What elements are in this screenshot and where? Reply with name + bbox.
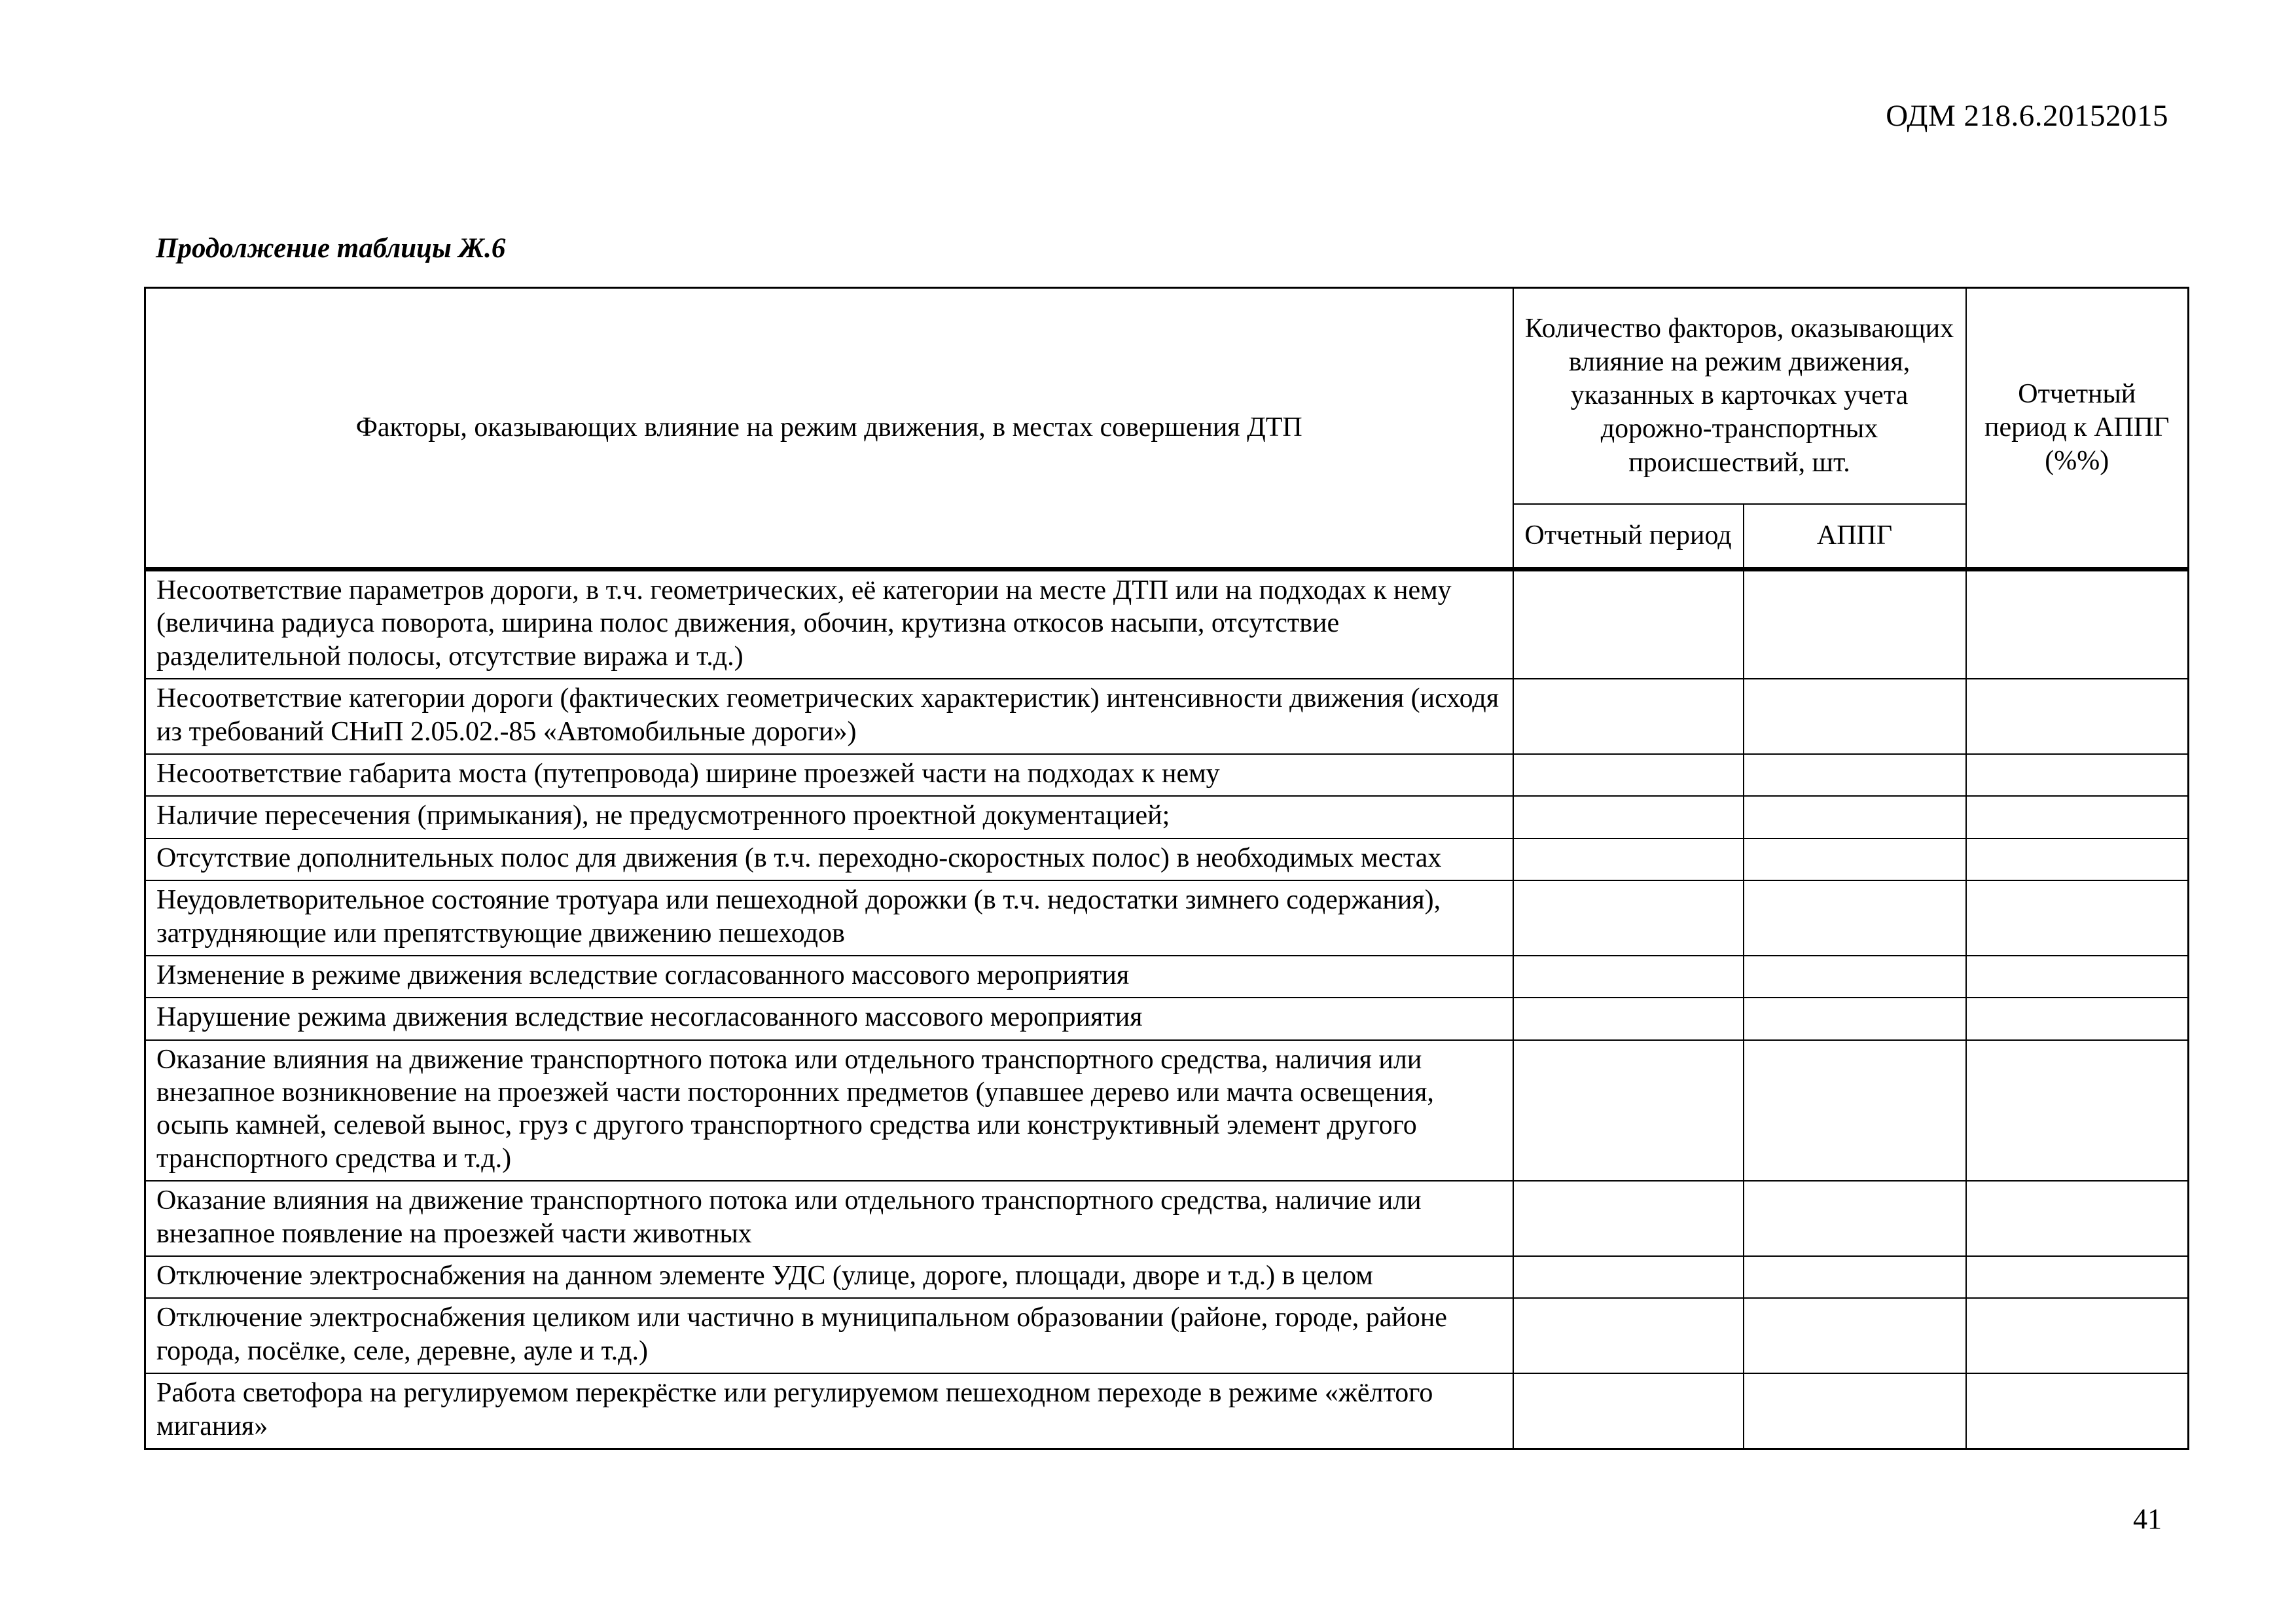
report-period-cell bbox=[1513, 1298, 1744, 1373]
table-row bbox=[145, 998, 2189, 1039]
factor-cell: Неудовлетворительное состояние тротуара или пешеходной дорожки (в т.ч. недостатки зимнего содержания), затрудняющие или препятствующие движению пешеходов bbox=[145, 880, 1513, 956]
factor-cell: Несоответствие габарита моста (путепровода) ширине проезжей части на подходах к нему bbox=[145, 754, 1513, 796]
appg-cell bbox=[1744, 1373, 1966, 1449]
table-row bbox=[145, 1298, 2189, 1373]
ratio-cell bbox=[1966, 1256, 2189, 1298]
column-header-count-group: Количество факторов, оказывающих влияние на режим движения, указанных в карточках учета дорожно-транспортных происшествий, шт. bbox=[1513, 288, 1966, 504]
report-period-cell bbox=[1513, 998, 1744, 1039]
factor-cell: Отключение электроснабжения целиком или частично в муниципальном образовании (районе, городе, районе города, посёлке, селе, деревне, ауле и т.д.) bbox=[145, 1298, 1513, 1373]
table-row bbox=[145, 569, 2189, 679]
table-row bbox=[145, 839, 2189, 880]
factors-table-container bbox=[144, 287, 2189, 1450]
header-row-group bbox=[145, 288, 2189, 504]
table-body bbox=[145, 569, 2189, 1449]
factor-cell: Изменение в режиме движения вследствие согласованного массового мероприятия bbox=[145, 956, 1513, 998]
report-period-cell bbox=[1513, 569, 1744, 679]
report-period-cell bbox=[1513, 956, 1744, 998]
appg-cell bbox=[1744, 1040, 1966, 1182]
ratio-cell bbox=[1966, 1373, 2189, 1449]
appg-cell bbox=[1744, 754, 1966, 796]
report-period-cell bbox=[1513, 1373, 1744, 1449]
table-row bbox=[145, 679, 2189, 754]
ratio-cell bbox=[1966, 880, 2189, 956]
ratio-cell bbox=[1966, 1040, 2189, 1182]
factor-cell: Наличие пересечения (примыкания), не предусмотренного проектной документацией; bbox=[145, 796, 1513, 838]
appg-cell bbox=[1744, 998, 1966, 1039]
appg-cell bbox=[1744, 1181, 1966, 1256]
table-head bbox=[145, 288, 2189, 569]
factor-cell: Отключение электроснабжения на данном элементе УДС (улице, дороге, площади, дворе и т.д.) в целом bbox=[145, 1256, 1513, 1298]
factor-cell: Оказание влияния на движение транспортного потока или отдельного транспортного средства, наличие или внезапное появление на проезжей части животных bbox=[145, 1181, 1513, 1256]
column-header-appg: АППГ bbox=[1744, 504, 1966, 569]
ratio-cell bbox=[1966, 1298, 2189, 1373]
appg-cell bbox=[1744, 1256, 1966, 1298]
table-row bbox=[145, 1256, 2189, 1298]
table-row bbox=[145, 880, 2189, 956]
factor-cell: Работа светофора на регулируемом перекрёстке или регулируемом пешеходном переходе в режиме «жёлтого мигания» bbox=[145, 1373, 1513, 1449]
report-period-cell bbox=[1513, 679, 1744, 754]
factor-cell: Несоответствие параметров дороги, в т.ч. геометрических, её категории на месте ДТП или на подходах к нему (величина радиуса поворота, ширина полос движения, обочин, крутизна откосов насыпи, отсутствие разделительной полосы, отсутствие виража и т.д.) bbox=[145, 569, 1513, 679]
factor-cell: Отсутствие дополнительных полос для движения (в т.ч. переходно-скоростных полос) в необходимых местах bbox=[145, 839, 1513, 880]
appg-cell bbox=[1744, 1298, 1966, 1373]
ratio-cell bbox=[1966, 839, 2189, 880]
report-period-cell bbox=[1513, 1181, 1744, 1256]
table-row bbox=[145, 796, 2189, 838]
report-period-cell bbox=[1513, 754, 1744, 796]
ratio-cell bbox=[1966, 796, 2189, 838]
report-period-cell bbox=[1513, 1040, 1744, 1182]
factor-cell: Оказание влияния на движение транспортного потока или отдельного транспортного средства, наличия или внезапное возникновение на проезжей части посторонних предметов (упавшее дерево или мачта освещения, осыпь камней, селевой вынос, груз с другого транспортного средства или конструктивный элемент другого транспортного средства и т.д.) bbox=[145, 1040, 1513, 1182]
report-period-cell bbox=[1513, 839, 1744, 880]
appg-cell bbox=[1744, 796, 1966, 838]
column-header-report-period: Отчетный период bbox=[1513, 504, 1744, 569]
appg-cell bbox=[1744, 679, 1966, 754]
table-row bbox=[145, 1181, 2189, 1256]
appg-cell bbox=[1744, 880, 1966, 956]
table-caption: Продолжение таблицы Ж.6 bbox=[156, 233, 506, 264]
table-row bbox=[145, 1040, 2189, 1182]
factor-cell: Нарушение режима движения вследствие несогласованного массового мероприятия bbox=[145, 998, 1513, 1039]
column-header-factors: Факторы, оказывающих влияние на режим движения, в местах совершения ДТП bbox=[145, 288, 1513, 569]
table-row bbox=[145, 754, 2189, 796]
appg-cell bbox=[1744, 839, 1966, 880]
factors-table bbox=[144, 287, 2189, 1450]
report-period-cell bbox=[1513, 880, 1744, 956]
report-period-cell bbox=[1513, 1256, 1744, 1298]
page-number: 41 bbox=[2133, 1503, 2162, 1535]
appg-cell bbox=[1744, 569, 1966, 679]
report-period-cell bbox=[1513, 796, 1744, 838]
ratio-cell bbox=[1966, 998, 2189, 1039]
appg-cell bbox=[1744, 956, 1966, 998]
ratio-cell bbox=[1966, 1181, 2189, 1256]
factor-cell: Несоответствие категории дороги (фактических геометрических характеристик) интенсивности движения (исходя из требований СНиП 2.05.02.-85 «Автомобильные дороги») bbox=[145, 679, 1513, 754]
ratio-cell bbox=[1966, 679, 2189, 754]
ratio-cell bbox=[1966, 754, 2189, 796]
table-row bbox=[145, 956, 2189, 998]
column-header-ratio: Отчетный период к АППГ (%%) bbox=[1966, 288, 2189, 569]
ratio-cell bbox=[1966, 569, 2189, 679]
ratio-cell bbox=[1966, 956, 2189, 998]
document-id-header: ОДМ 218.6.20152015 bbox=[1886, 99, 2168, 133]
table-row bbox=[145, 1373, 2189, 1449]
